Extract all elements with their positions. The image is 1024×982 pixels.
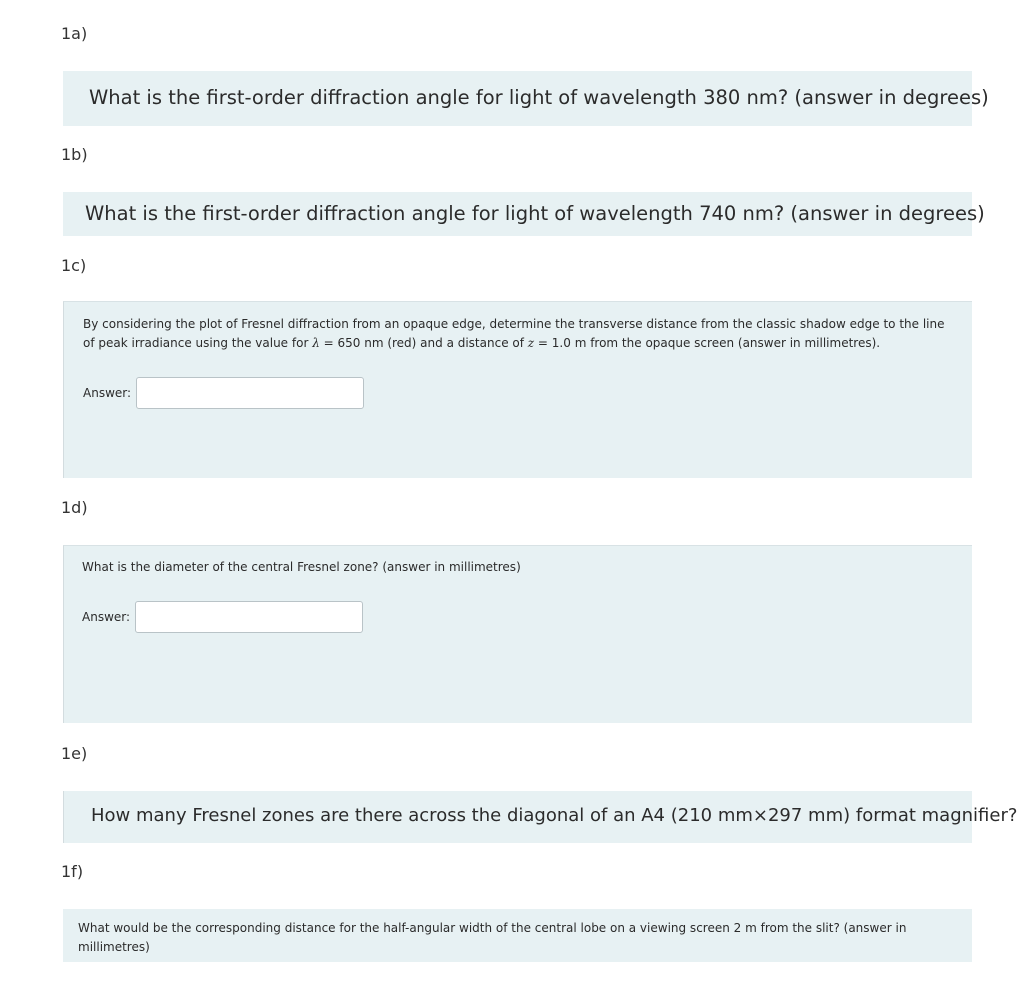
question-text-1c-part3: = 1.0 m from the opaque screen (answer in millimetres).: [534, 336, 881, 350]
answer-input-1c[interactable]: [136, 377, 364, 409]
question-label-1f: 1f): [61, 862, 84, 881]
answer-label-1c: Answer:: [83, 386, 132, 400]
question-text-1b: What is the first-order diffraction angle for light of wavelength 740 nm? (answer in degrees): [85, 202, 985, 225]
z-symbol: z: [527, 336, 535, 350]
question-text-1e: How many Fresnel zones are there across the diagonal of an A4 (210 mm×297 mm) format magnifier?: [91, 805, 1018, 826]
question-text-1c-part2: = 650 nm (red) and a distance of: [319, 336, 528, 350]
question-text-1d: What is the diameter of the central Fresnel zone? (answer in millimetres): [82, 560, 521, 574]
question-box-1c: [63, 301, 972, 478]
question-text-1a: What is the first-order diffraction angle for light of wavelength 380 nm? (answer in degrees): [89, 86, 989, 109]
answer-input-1d[interactable]: [135, 601, 363, 633]
question-box-1d: [63, 545, 972, 723]
question-label-1c: 1c): [61, 256, 87, 275]
question-box-1a: [63, 71, 989, 126]
question-text-1f: What would be the corresponding distance for the half-angular width of the central lobe on a viewing screen 2 m from the slit? (answer in millimetres): [78, 921, 907, 954]
question-label-1b: 1b): [61, 145, 88, 164]
question-text-1c: [83, 315, 958, 353]
lambda-symbol: λ: [312, 336, 320, 350]
question-label-1e: 1e): [61, 744, 88, 763]
answer-label-1d: Answer:: [82, 610, 131, 624]
question-label-1d: 1d): [61, 498, 88, 517]
question-box-1f: [63, 909, 972, 962]
question-box-1e: [63, 791, 1018, 843]
question-text-1c-part1: By considering the plot of Fresnel diffraction from an opaque edge, determine the transverse distance from the classic shadow edge to the line of peak irradiance using the value for: [83, 317, 945, 350]
question-label-1a: 1a): [61, 24, 88, 43]
question-box-1b: [63, 192, 985, 236]
